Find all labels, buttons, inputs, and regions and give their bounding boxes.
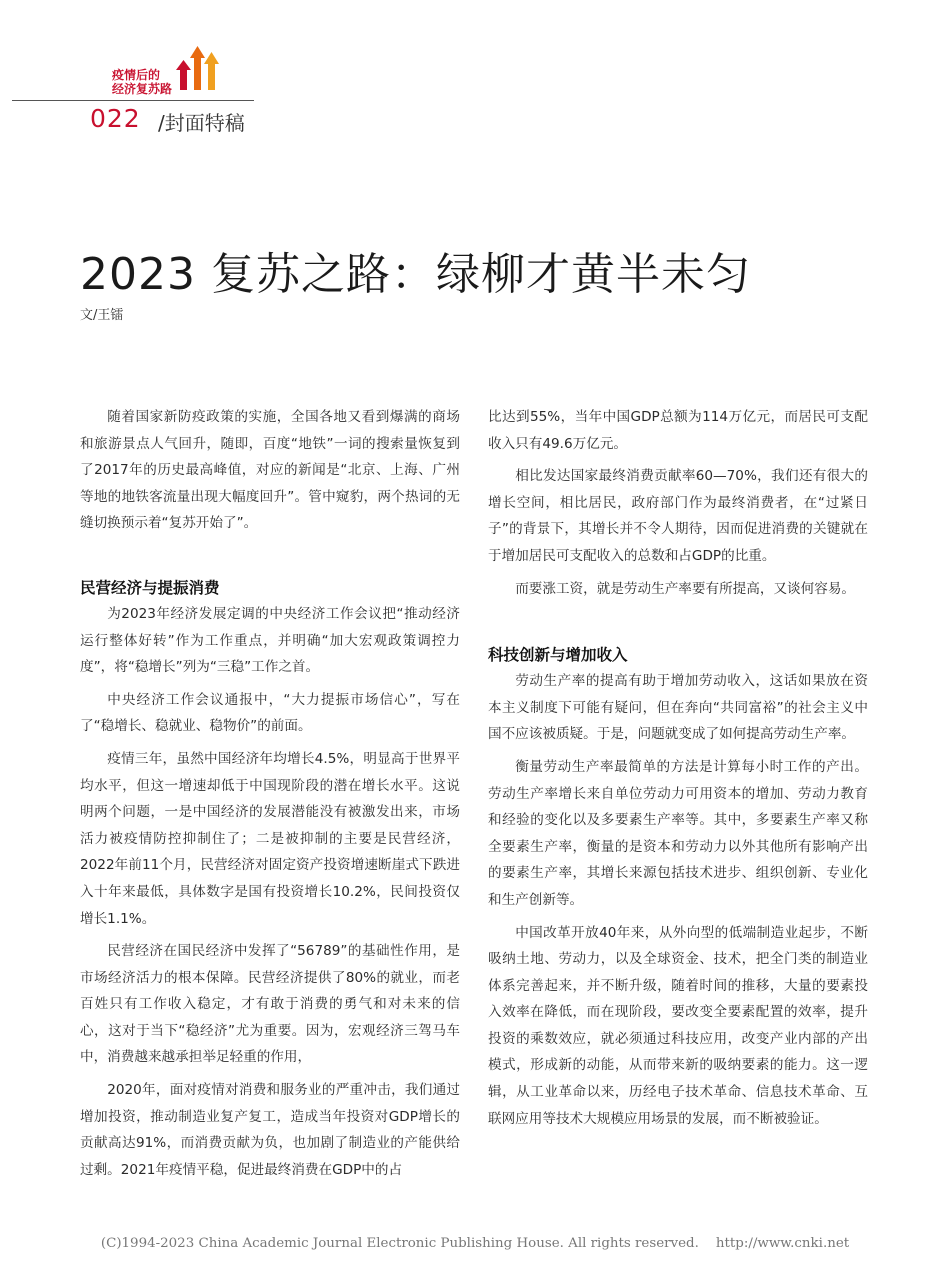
page-number: 022 (90, 104, 141, 133)
section-heading: 科技创新与增加收入 (488, 646, 628, 665)
rising-arrows-icon (176, 42, 224, 92)
copyright-footer: (C)1994-2023 China Academic Journal Electronic Publishing House. All rights reserved. http://www.cnki.net (100, 1236, 850, 1251)
section-heading: 民营经济与提振消费 (80, 578, 220, 597)
paragraph: 2020年，面对疫情对消费和服务业的严重冲击，我们通过增加投资，推动制造业复产复工，造成当年投资对GDP增长的贡献高达91%，而消费贡献为负，也加剧了制造业的产能供给过剩。2021年疫情平稳，促进最终消费在GDP中的占 (80, 1082, 460, 1178)
paragraph: 为2023年经济发展定调的中央经济工作会议把“推动经济运行整体好转”作为工作重点，并明确“加大宏观政策调控力度”，将“稳增长”列为“三稳”工作之首。 (80, 605, 460, 676)
paragraph: 疫情三年，虽然中国经济年均增长4.5%，明显高于世界平均水平，但这一增速却低于中国现阶段的潜在增长水平。这说明两个问题，一是中国经济的发展潜能没有被激发出来，市场活力被疫情防控抑制住了；二是被抑制的主要是民营经济，2022年前11个月，民营经济对固定资产投资增速断崖式下跌进入十年来最低，具体数字是国有投资增长10.2%，民间投资仅增长1.1%。 (80, 750, 460, 927)
column-logo-text (112, 68, 172, 96)
paragraph: 相比发达国家最终消费贡献率60—70%，我们还有很大的增长空间，相比居民，政府部门作为最终消费者，在“过紧日子”的背景下，其增长并不令人期待，因而促进消费的关键就在于增加居民可支配收入的总数和占GDP的比重。 (488, 468, 868, 564)
section-name: /封面特稿 (158, 111, 245, 135)
column-logo-line2: 经济复苏路 (112, 82, 173, 96)
left-column (80, 404, 460, 1189)
article-author: 文/王镭 (80, 308, 124, 323)
paragraph: 劳动生产率的提高有助于增加劳动收入，这话如果放在资本主义制度下可能有疑问，但在奔向“共同富裕”的社会主义中国不应该被质疑。于是，问题就变成了如何提高劳动生产率。 (488, 673, 868, 743)
paragraph: 随着国家新防疫政策的实施，全国各地又看到爆满的商场和旅游景点人气回升，随即，百度“地铁”一词的搜索量恢复到了2017年的历史最高峰值，对应的新闻是“北京、上海、广州等地的地铁客流量出现大幅度回升”。管中窥豹，两个热词的无缝切换预示着“复苏开始了”。 (80, 409, 460, 532)
paragraph: 中国改革开放40年来，从外向型的低端制造业起步，不断吸纳土地、劳动力，以及全球资金、技术，把全门类的制造业体系完善起来，并不断升级，随着时间的推移，大量的要素投入效率在降低，而在现阶段，要改变全要素配置的效率，提升投资的乘数效应，就必须通过科技应用，改变产业内部的产出模式，形成新的动能，从而带来新的吸纳要素的能力。这一逻辑，从工业革命以来，历经电子技术革命、信息技术革命、互联网应用等技术大规模应用场景的发展，而不断被验证。 (488, 924, 868, 1127)
article-title: 2023 复苏之路：绿柳才黄半未匀 (80, 249, 751, 300)
paragraph: 比达到55%，当年中国GDP总额为114万亿元，而居民可支配收入只有49.6万亿元。 (488, 409, 868, 452)
right-column (488, 404, 868, 1138)
header-divider (12, 100, 254, 101)
column-logo-line1: 疫情后的 (112, 68, 161, 82)
paragraph: 而要涨工资，就是劳动生产率要有所提高，又谈何容易。 (515, 580, 856, 597)
paragraph: 衡量劳动生产率最简单的方法是计算每小时工作的产出。劳动生产率增长来自单位劳动力可用资本的增加、劳动力教育和经验的变化以及多要素生产率等。其中，多要素生产率又称全要素生产率，衡量的是资本和劳动力以外其他所有影响产出的要素生产率，其增长来源包括技术进步、组织创新、专业化和生产创新等。 (488, 758, 868, 908)
paragraph: 民营经济在国民经济中发挥了“56789”的基础性作用，是市场经济活力的根本保障。民营经济提供了80%的就业，而老百姓只有工作收入稳定，才有敢于消费的勇气和对未来的信心，这对于当下“稳经济”尤为重要。因为，宏观经济三驾马车中，消费越来越承担举足轻重的作用， (80, 943, 460, 1066)
column-logo (112, 42, 232, 96)
paragraph: 中央经济工作会议通报中，“大力提振市场信心”，写在了“稳增长、稳就业、稳物价”的前面。 (80, 691, 460, 735)
